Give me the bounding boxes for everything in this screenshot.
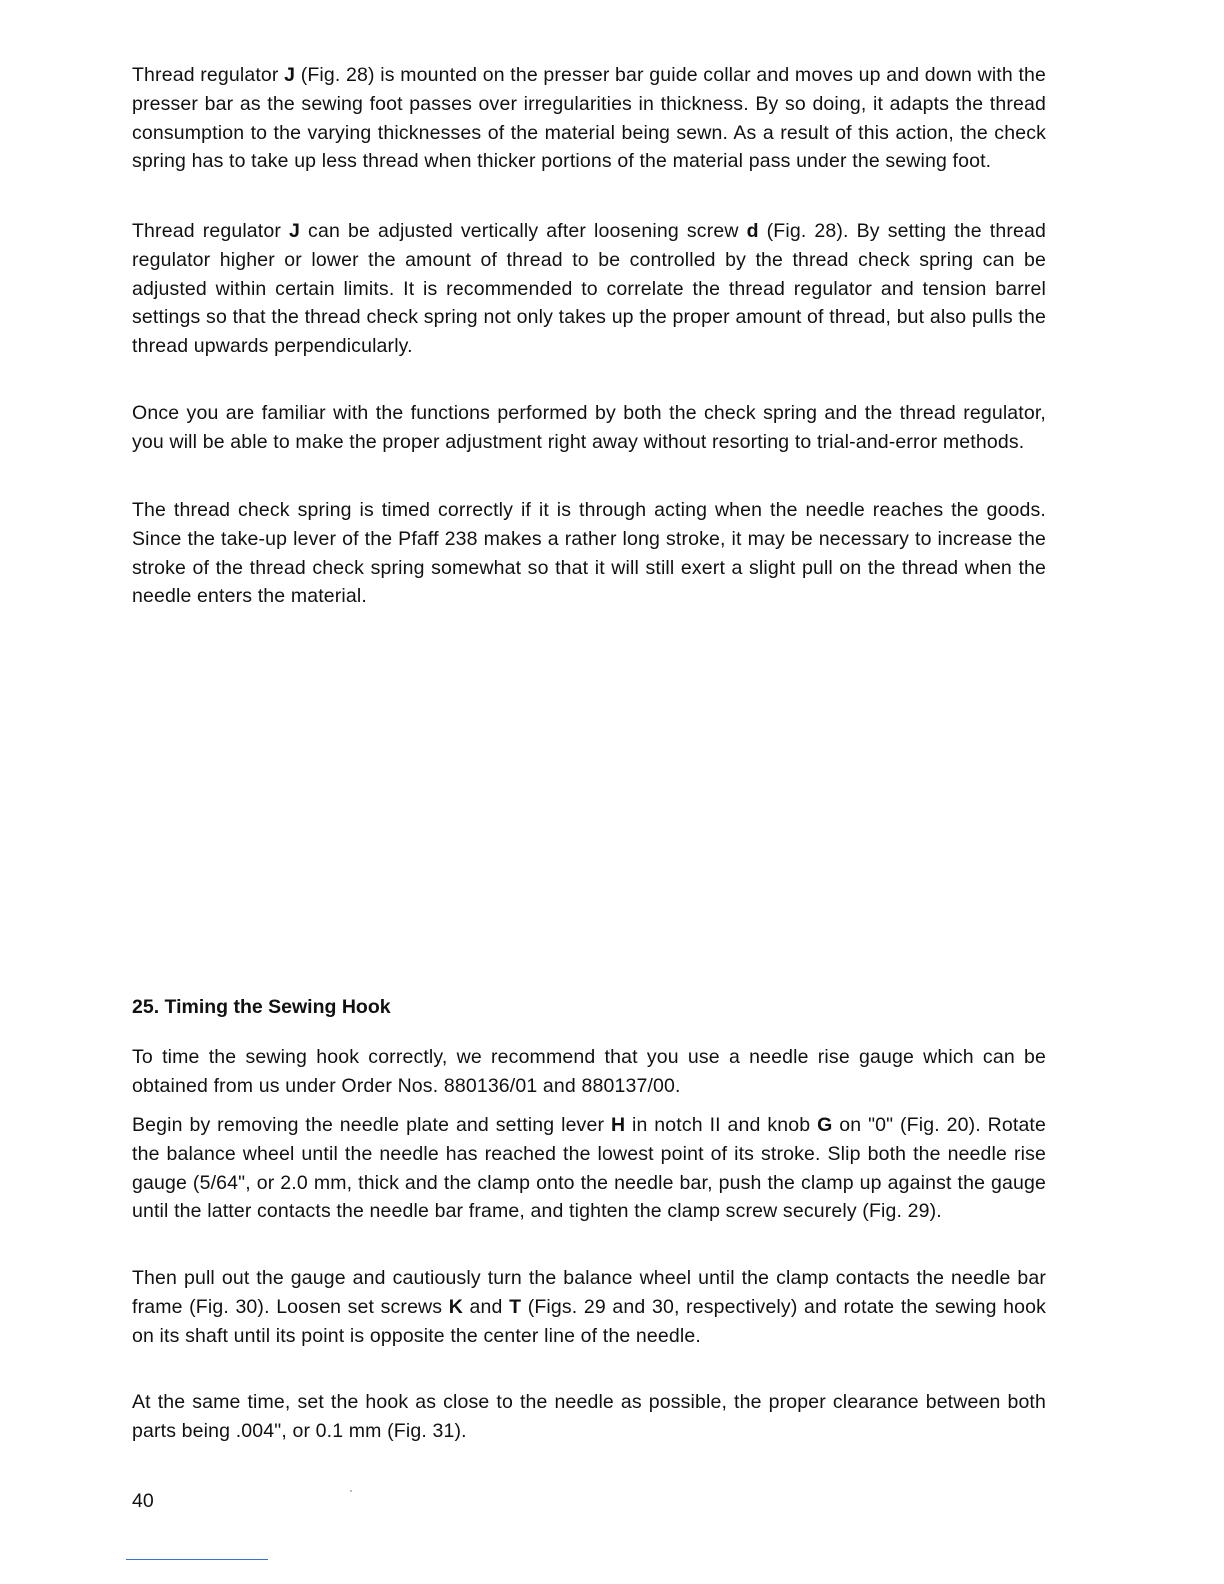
bold-reference: J (284, 64, 296, 86)
scan-speck (350, 1490, 352, 1492)
bold-reference: T (509, 1295, 522, 1318)
page-number: 40 (132, 1490, 154, 1512)
paragraph-begin-removing-plate: Begin by removing the needle plate and setting lever H in notch II and knob G on "0" (Fig. 20). Rotate the balance wheel until the needle has reached the lowest point of its stroke. Slip both the needle rise gauge (5/64", or 2.0 mm, thick and the clamp onto the needle bar, push the clamp up against the gauge until the latter contacts the needle bar frame, and tighten the clamp screw securely (Fig. 29). (132, 1114, 1046, 1223)
paragraph-needle-rise-gauge: To time the sewing hook correctly, we recommend that you use a needle rise gauge which can be obtained from us under Order Nos. 880136/01 and 880137/00. (132, 1046, 1046, 1097)
paragraph-familiar-functions: Once you are familiar with the functions performed by both the check spring and the thread regulator, you will be able to make the proper adjustment right away without resorting to trial-and-error methods. (132, 402, 1046, 453)
bold-reference: H (610, 1114, 626, 1136)
section-heading: 25. Timing the Sewing Hook (132, 996, 391, 1018)
paragraph-thread-regulator-adjustment: Thread regulator J can be adjusted vertically after loosening screw d (Fig. 28). By setting the thread regulator higher or lower the amount of thread to be controlled by the thread check spring can be adjusted within certain limits. It is recommended to correlate the thread regulator and tension barrel settings so that the thread check spring not only takes up the proper amount of thread, but also pulls the thread upwards perpendicularly. (132, 220, 1046, 358)
paragraph-thread-regulator-mounting: Thread regulator J (Fig. 28) is mounted on the presser bar guide collar and moves up and down with the presser bar as the sewing foot passes over irregularities in thickness. By so doing, it adapts the thread consumption to the varying thicknesses of the material being sewn. As a result of this action, the check spring has to take up less thread when thicker portions of the material pass under the sewing foot. (132, 64, 1047, 173)
paragraph-check-spring-timing: The thread check spring is timed correctly if it is through acting when the needle reaches the goods. Since the take-up lever of the Pfaff 238 makes a rather long stroke, it may be necessary to increase the stroke of the thread check spring somewhat so that it will still exert a slight pull on the thread when the needle enters the material. (132, 499, 1046, 608)
bold-reference: J (289, 220, 301, 242)
paragraph-hook-clearance: At the same time, set the hook as close to the needle as possible, the proper clearance between both parts being .004", or 0.1 mm (Fig. 31). (132, 1391, 1046, 1442)
bold-reference: K (448, 1295, 463, 1318)
bold-reference: G (817, 1114, 833, 1136)
bold-reference: d (746, 220, 759, 242)
footer-rule (126, 1559, 268, 1560)
paragraph-pull-out-gauge: Then pull out the gauge and cautiously turn the balance wheel until the clamp contacts the needle bar frame (Fig. 30). Loosen set screws K and T (Figs. 29 and 30, respectively) and rotate the sewing hook on its shaft until its point is opposite the center line of the needle. (132, 1267, 1046, 1347)
